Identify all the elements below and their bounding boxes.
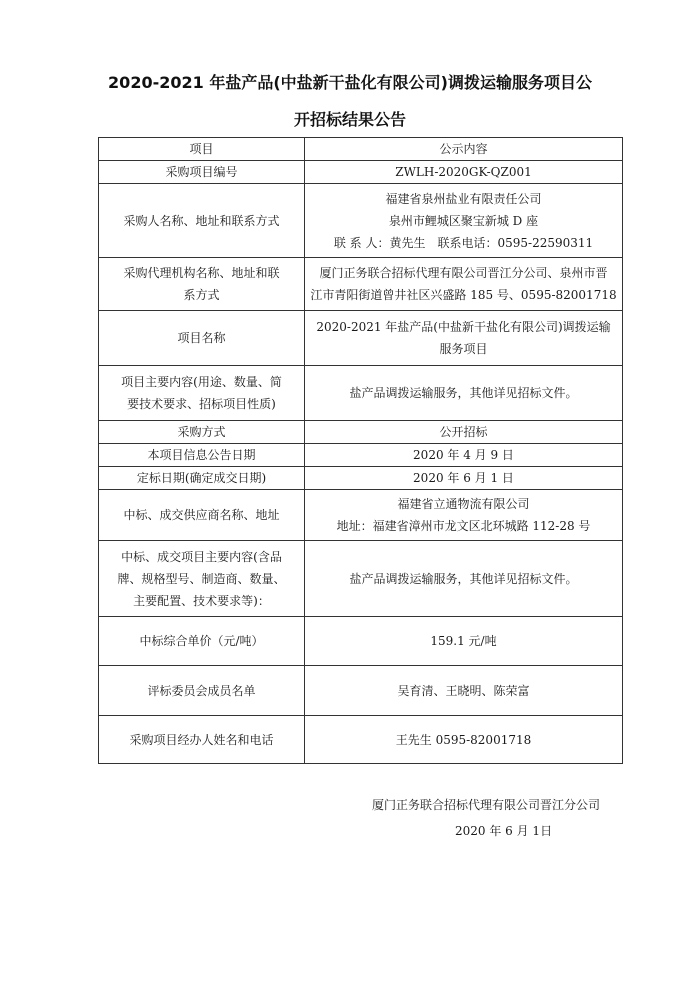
row-value: 2020 年 6 月 1 日 <box>305 467 623 490</box>
row-agency <box>99 258 623 311</box>
row-main-content <box>99 366 623 421</box>
row-handler <box>99 716 623 764</box>
row-value: 福建省泉州盐业有限责任公司 泉州市鲤城区聚宝新城 D 座 联 系 人：黄先生 联系电话：0595-22590311 <box>305 184 623 258</box>
table-header-row <box>99 138 623 161</box>
row-label: 项目名称 <box>99 311 305 366</box>
row-unit-price <box>99 617 623 666</box>
row-winning-content <box>99 541 623 617</box>
row-label: 本项目信息公告日期 <box>99 444 305 467</box>
row-value: ZWLH-2020GK-QZ001 <box>305 161 623 184</box>
header-item: 项目 <box>99 138 305 161</box>
row-award-date <box>99 467 623 490</box>
document-title-line-1: 2020-2021 年盐产品(中盐新干盐化有限公司)调拨运输服务项目公 <box>108 73 592 92</box>
row-label: 中标综合单价（元/吨） <box>99 617 305 666</box>
row-procurement-method <box>99 421 623 444</box>
footer-organization: 厦门正务联合招标代理有限公司晋江分公司 <box>372 798 601 812</box>
row-value: 福建省立通物流有限公司 地址：福建省漳州市龙文区北环城路 112-28 号 <box>305 490 623 541</box>
row-value: 盐产品调拨运输服务，其他详见招标文件。 <box>305 541 623 617</box>
row-label: 评标委员会成员名单 <box>99 666 305 716</box>
row-value: 王先生 0595-82001718 <box>305 716 623 764</box>
row-value: 吴育清、王晓明、陈荣富 <box>305 666 623 716</box>
row-label: 采购代理机构名称、地址和联 系方式 <box>99 258 305 311</box>
row-label: 定标日期(确定成交日期) <box>99 467 305 490</box>
row-value: 厦门正务联合招标代理有限公司晋江分公司、泉州市晋 江市青阳街道曾井社区兴盛路 185 号、0595-82001718 <box>305 258 623 311</box>
row-label: 中标、成交项目主要内容(含品 牌、规格型号、制造商、数量、 主要配置、技术要求等)： <box>99 541 305 617</box>
row-winning-supplier <box>99 490 623 541</box>
header-content: 公示内容 <box>305 138 623 161</box>
document-title-line-2: 开招标结果公告 <box>293 110 406 129</box>
footer-date: 2020 年 6 月 1日 <box>455 824 553 838</box>
row-label: 中标、成交供应商名称、地址 <box>99 490 305 541</box>
row-label: 项目主要内容(用途、数量、简 要技术要求、招标项目性质) <box>99 366 305 421</box>
row-label: 采购项目编号 <box>99 161 305 184</box>
row-label: 采购人名称、地址和联系方式 <box>99 184 305 258</box>
announcement-table <box>98 137 623 764</box>
row-committee <box>99 666 623 716</box>
row-label: 采购项目经办人姓名和电话 <box>99 716 305 764</box>
row-project-name <box>99 311 623 366</box>
row-purchaser <box>99 184 623 258</box>
row-value: 2020 年 4 月 9 日 <box>305 444 623 467</box>
row-value: 2020-2021 年盐产品(中盐新干盐化有限公司)调拨运输 服务项目 <box>305 311 623 366</box>
row-announcement-date <box>99 444 623 467</box>
row-value: 公开招标 <box>305 421 623 444</box>
row-value: 159.1 元/吨 <box>305 617 623 666</box>
row-label: 采购方式 <box>99 421 305 444</box>
row-value: 盐产品调拨运输服务，其他详见招标文件。 <box>305 366 623 421</box>
row-project-number <box>99 161 623 184</box>
